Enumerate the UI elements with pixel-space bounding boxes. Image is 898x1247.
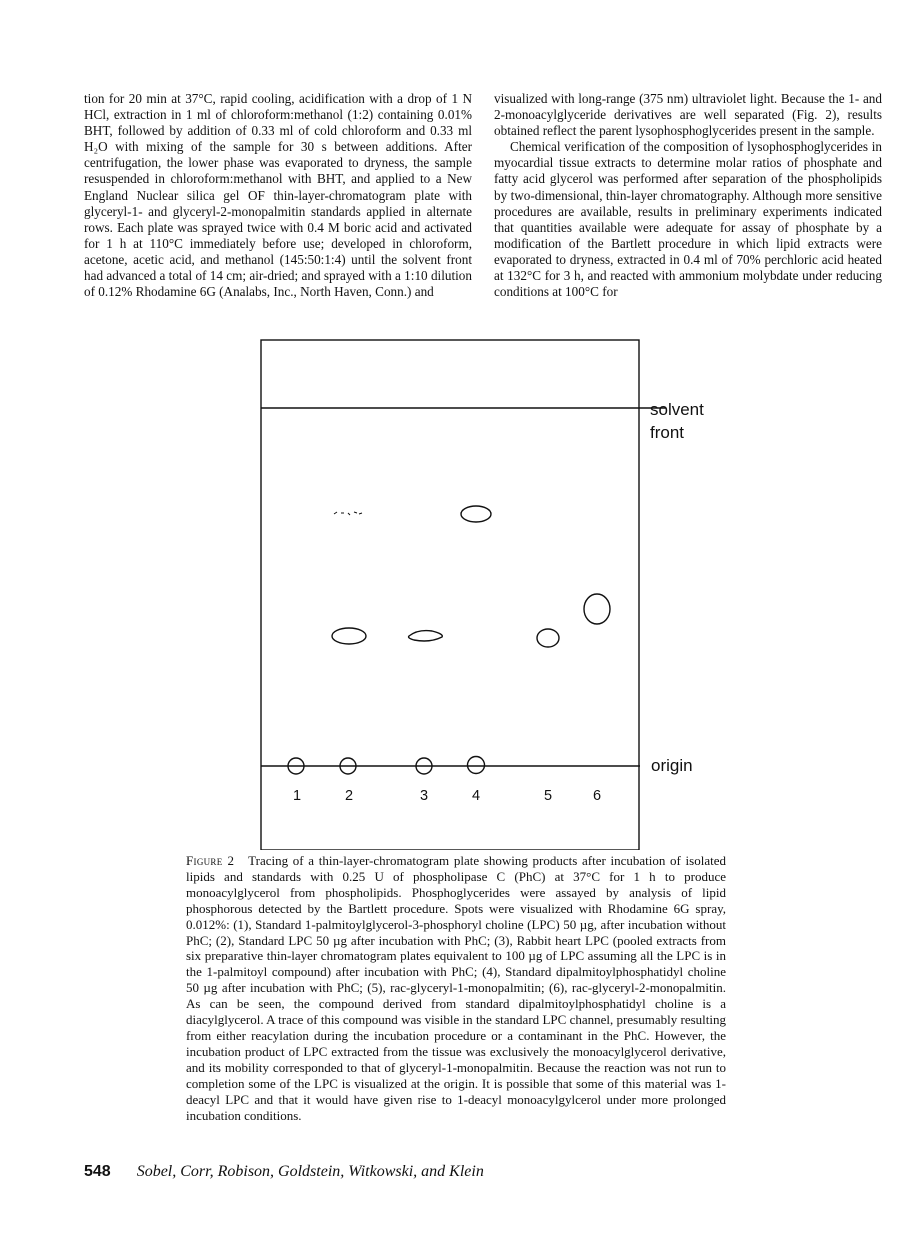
lane-label-6: 6 (592, 788, 602, 804)
lane-label-4: 4 (471, 788, 481, 804)
origin-spot-lane4 (468, 757, 485, 774)
spot-lane6-glyceryl-2-monopalmitin (584, 594, 610, 624)
body-column-left (84, 91, 472, 300)
figure-caption-text: Tracing of a thin-layer-chromatogram plate showing products after incubation of isolated lipids and standards with 0.25 U of phospholipase C (PhC) at 37°C for 1 h to produce monoacylglycerol from phospholipids. Phosphoglycerides were assayed by analysis of lipid phosphorous detected by the Bartlett procedure. Spots were visualized with Rhodamine 6G spray, 0.012%: (1), Standard 1-palmitoylglycerol-3-phosphoryl choline (LPC) 50 µg, after incubation without PhC; (2), Standard LPC 50 µg after incubation with PhC; (3), Rabbit heart LPC (pooled extracts from six preparative thin-layer chromatogram plates equivalent to 100 µg of LPC assuming all the LPC is in the 1-palmitoyl compound) after incubation with PhC; (4), Standard dipalmitoylphosphatidyl choline 50 µg after incubation with PhC; (5), rac-glyceryl-1-monopalmitin; (6), rac-glyceryl-2-monopalmitin. As can be seen, the compound derived from standard dipalmitoylphosphatidyl choline is a diacylglycerol. A trace of this compound was visible in the standard LPC channel, presumably resulting from either reacylation during the incubation procedure or a contaminant in the PhC. However, the incubation product of LPC extracted from the tissue was exclusively the monoacylglycerol derivative, and its mobility corresponded to that of glyceryl-1-monopalmitin. Because the reaction was not run to completion some of the LPC is visualized at the origin. It is possible that some of this material was 1-deacyl LPC and that it would have given rise to 1-deacyl monoacylgylcerol under more prolonged incubation conditions. (186, 853, 726, 1123)
solvent-front-label: front (650, 423, 685, 442)
lane-label-5: 5 (543, 788, 553, 804)
page-number: 548 (84, 1163, 111, 1180)
running-authors: Sobel, Corr, Robison, Goldstein, Witkowski, and Klein (136, 1163, 484, 1180)
spot-lane3-monoacylglycerol (409, 631, 443, 641)
page-footer (84, 1163, 484, 1181)
spot-lane2-trace (334, 512, 362, 515)
tlc-plate-outline (261, 340, 639, 850)
solvent-front-label: solvent (650, 400, 704, 419)
lane-label-1: 1 (292, 788, 302, 804)
figure-caption-label: Figure 2 (186, 853, 235, 868)
lane-label-2: 2 (344, 788, 354, 804)
body-paragraph: tion for 20 min at 37°C, rapid cooling, acidification with a drop of 1 N HCl, extraction in 1 ml of chloroform:methanol (1:2) containing 0.01% BHT, followed by addition of 0.33 ml of cold chloroform and 0.33 ml H₂O with mixing of the sample for 30 s between additions. After centrifugation, the lower phase was evaporated to dryness, the sample resuspended in chloroform:methanol with BHT, and applied to a New England Nuclear silica gel OF thin-layer-chromatogram plate with glyceryl-1- and glyceryl-2-monopalmitin standards applied in alternate rows. Each plate was sprayed twice with 0.4 M boric acid and activated for 1 h at 110°C immediately before use; developed in chloroform, acetone, acetic acid, and methanol (145:50:1:4) until the solvent front had advanced a total of 14 cm; air-dried; and sprayed with a 1:10 dilution of 0.12% Rhodamine 6G (Analabs, Inc., North Haven, Conn.) and (84, 91, 472, 300)
lane-label-3: 3 (419, 788, 429, 804)
figure-caption (186, 853, 726, 1123)
spot-lane5-glyceryl-1-monopalmitin (537, 629, 559, 647)
origin-label: origin (651, 756, 693, 775)
body-column-right (494, 91, 882, 300)
spot-lane4-diacylglycerol (461, 506, 491, 522)
spot-lane2-monoacylglycerol (332, 628, 366, 644)
tlc-plate-figure (0, 320, 898, 850)
body-paragraph: visualized with long-range (375 nm) ultraviolet light. Because the 1- and 2-monoacylglyceride derivatives are well separated (Fig. 2), results obtained reflect the parent lysophosphoglycerides present in the sample. (494, 91, 882, 139)
body-paragraph: Chemical verification of the composition of lysophosphoglycerides in myocardial tissue extracts to determine molar ratios of phosphate and fatty acid glycerol was performed after separation of the phospholipids by two-dimensional, thin-layer chromatography. Although more sensitive procedures are available, results in preliminary experiments indicated that quantities available were adequate for assay of phosphate by a modification of the Bartlett procedure in which lipid extracts were evaporated to dryness, extracted in 0.4 ml of 70% perchloric acid heated at 132°C for 3 h, and reacted with ammonium molybdate under reducing conditions at 100°C for (494, 139, 882, 300)
